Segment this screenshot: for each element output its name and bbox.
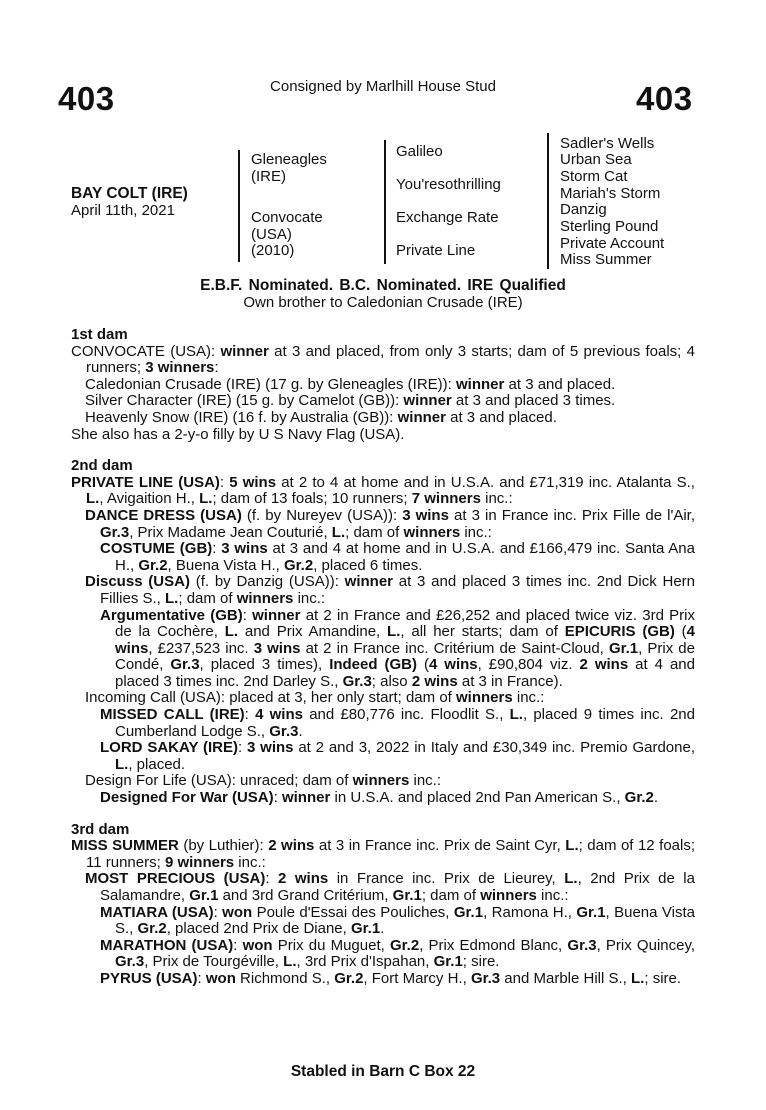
pedigree-bracket-1 xyxy=(238,150,240,262)
lot-number-left: 403 xyxy=(58,80,115,117)
second-dam-progeny: DANCE DRESS (USA) (f. by Nureyev (USA)): 3 wins at 3 in France inc. Prix Fille de l'Air, Gr.3, Prix Madame Jean Couturié, L.; dam of winners inc.: xyxy=(85,506,696,541)
pedigree-ggp-3: Storm Cat xyxy=(560,168,628,185)
first-dam-heading: 1st dam xyxy=(71,326,128,343)
second-dam-progeny: Incoming Call (USA): placed at 3, her only start; dam of winners inc.: xyxy=(85,689,545,707)
pedigree-dam xyxy=(251,210,323,260)
second-dam-grand-progeny: LORD SAKAY (IRE): 3 wins at 2 and 3, 2022 in Italy and £30,349 inc. Premio Gardone, L., placed. xyxy=(100,739,695,773)
pedigree-dam-dam: Private Line xyxy=(396,242,476,259)
pedigree-ggp-1: Sadler's Wells xyxy=(560,135,655,152)
horse-name: BAY COLT (IRE) xyxy=(71,185,188,202)
second-dam-heading: 2nd dam xyxy=(71,457,133,475)
second-dam-progeny: Discuss (USA) (f. by Danzig (USA)): winner at 3 and placed 3 times inc. 2nd Dick Hern Fillies S., L.; dam of winners inc.: xyxy=(85,573,696,607)
lot-number-right: 403 xyxy=(636,80,693,117)
pedigree-dam-sire: Exchange Rate xyxy=(396,209,499,226)
second-dam-grand-progeny: MISSED CALL (IRE): 4 wins and £80,776 inc. Floodlit S., L., placed 9 times inc. 2nd Cumberland Lodge S., Gr.3. xyxy=(100,706,695,740)
pedigree-bracket-3 xyxy=(547,133,549,269)
third-dam-heading: 3rd dam xyxy=(71,820,130,838)
second-dam-grand-progeny: Argumentative (GB): winner at 2 in France and £26,252 and placed twice viz. 3rd Prix de la Cochère, L. and Prix Amandine, L., all her starts; dam of EPICURIS (GB) (4 wins, £237,523 inc. 3 wins at 2 in France inc. Critérium de Saint-Cloud, Gr.1, Prix de Condé, Gr.3, placed 3 times), Indeed (GB) (4 wins, £90,804 viz. 2 wins at 4 and placed 3 times inc. 2nd Darley S., Gr.3; also 2 wins at 3 in France). xyxy=(100,606,695,690)
third-dam-entry: MISS SUMMER (by Luthier): 2 wins at 3 in France inc. Prix de Saint Cyr, L.; dam of 12 foals; 11 runners; 9 winners inc.: xyxy=(71,837,695,871)
pedigree-ggp-5: Danzig xyxy=(560,201,607,218)
third-dam-grand-progeny: MARATHON (USA): won Prix du Muguet, Gr.2, Prix Edmond Blanc, Gr.3, Prix Quincey, Gr.3, Prix de Tourgéville, L., 3rd Prix d'Ispahan, Gr.1; sire. xyxy=(100,936,696,971)
dam-name: Convocate xyxy=(251,209,323,226)
second-dam-entry: PRIVATE LINE (USA): 5 wins at 2 to 4 at home and in U.S.A. and £71,319 inc. Atalanta S., L., Avigaition H., L.; dam of 13 foals; 10 runners; 7 winners inc.: xyxy=(71,473,695,508)
horse-dob: April 11th, 2021 xyxy=(71,202,175,219)
dam-country: (USA) xyxy=(251,225,292,243)
catalogue-page-body xyxy=(71,327,695,988)
pedigree-ggp-4: Mariah's Storm xyxy=(560,185,661,202)
sire-country: (IRE) xyxy=(251,167,286,185)
first-dam-note: She also has a 2-y-o filly by U S Navy Flag (USA). xyxy=(71,425,405,443)
second-dam-grand-progeny: COSTUME (GB): 3 wins at 3 and 4 at home and in U.S.A. and £166,479 inc. Santa Ana H., Gr.2, Buena Vista H., Gr.2, placed 6 times. xyxy=(100,540,695,574)
first-dam-progeny: Silver Character (IRE) (15 g. by Camelot (GB)): winner at 3 and placed 3 times. xyxy=(85,392,616,410)
second-dam-progeny: Design For Life (USA): unraced; dam of winners inc.: xyxy=(85,772,441,790)
first-dam-progeny: Caledonian Crusade (IRE) (17 g. by Gleneagles (IRE)): winner at 3 and placed. xyxy=(85,375,616,393)
pedigree-sire-dam: You'resothrilling xyxy=(396,176,501,193)
third-dam-grand-progeny: MATIARA (USA): won Poule d'Essai des Pouliches, Gr.1, Ramona H., Gr.1, Buena Vista S., Gr.2, placed 2nd Prix de Diane, Gr.1. xyxy=(100,903,695,938)
third-dam-grand-progeny: PYRUS (USA): won Richmond S., Gr.2, Fort Marcy H., Gr.3 and Marble Hill S., L.; sire. xyxy=(100,969,682,987)
pedigree-ggp-7: Private Account xyxy=(560,235,665,252)
nominations: E.B.F. Nominated. B.C. Nominated. IRE Qualified xyxy=(200,277,566,294)
pedigree-ggp-6: Sterling Pound xyxy=(560,218,659,235)
pedigree-ggp-2: Urban Sea xyxy=(560,151,632,168)
pedigree-sire-sire: Galileo xyxy=(396,143,443,160)
sibling-note: Own brother to Caledonian Crusade (IRE) xyxy=(243,294,523,311)
third-dam-progeny: MOST PRECIOUS (USA): 2 wins in France inc. Prix de Lieurey, L., 2nd Prix de la Salamandre, Gr.1 and 3rd Grand Critérium, Gr.1; dam of winners inc.: xyxy=(85,870,695,904)
stabling-info: Stabled in Barn C Box 22 xyxy=(290,1063,476,1080)
first-dam-progeny: Heavenly Snow (IRE) (16 f. by Australia (GB)): winner at 3 and placed. xyxy=(85,408,557,426)
sire-name: Gleneagles xyxy=(251,151,327,168)
pedigree-bracket-2 xyxy=(384,140,386,264)
consignor: Consigned by Marlhill House Stud xyxy=(270,78,496,95)
pedigree-sire xyxy=(251,152,327,185)
first-dam-entry: CONVOCATE (USA): winner at 3 and placed, from only 3 starts; dam of 5 previous foals; 4 runners; 3 winners: xyxy=(71,342,696,377)
second-dam-grand-progeny: Designed For War (USA): winner in U.S.A. and placed 2nd Pan American S., Gr.2. xyxy=(100,789,659,807)
dam-year: (2010) xyxy=(251,242,295,259)
pedigree-ggp-8: Miss Summer xyxy=(560,251,652,268)
